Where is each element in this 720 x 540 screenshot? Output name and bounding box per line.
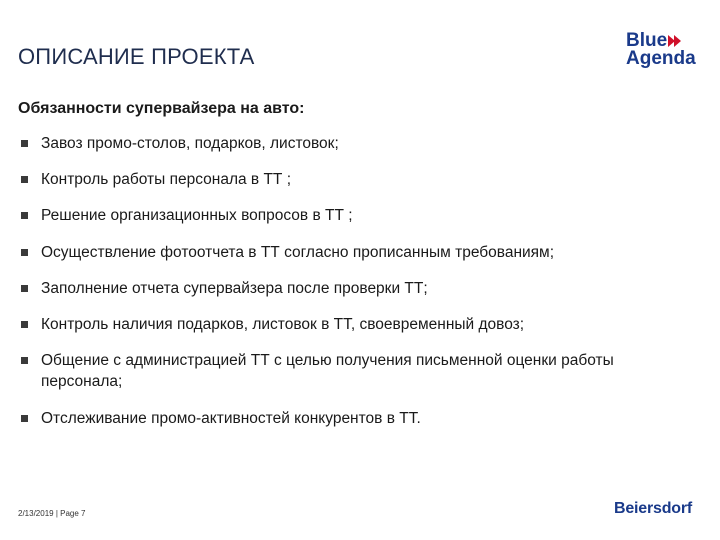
list-item-text: Осуществление фотоотчета в ТТ согласно прописанным требованиям; xyxy=(41,244,555,261)
logo-text-blue: Blue xyxy=(626,30,668,51)
square-bullet-icon xyxy=(21,212,28,219)
list-item-text: Завоз промо-столов, подарков, листовок; xyxy=(41,135,339,152)
list-item-text: Решение организационных вопросов в ТТ ; xyxy=(41,207,353,224)
square-bullet-icon xyxy=(21,140,28,147)
square-bullet-icon xyxy=(21,285,28,292)
list-item-text: Общение с администрацией ТТ с целью получения письменной оценки работы персонала; xyxy=(41,352,614,390)
list-item xyxy=(18,205,698,226)
square-bullet-icon xyxy=(21,357,28,364)
list-item xyxy=(18,314,698,335)
square-bullet-icon xyxy=(21,321,28,328)
page-title: ОПИСАНИЕ ПРОЕКТА xyxy=(18,44,255,69)
list-item-text: Контроль наличия подарков, листовок в ТТ, своевременный довоз; xyxy=(41,316,525,333)
list-item xyxy=(18,278,698,299)
square-bullet-icon xyxy=(21,249,28,256)
list-item xyxy=(18,408,698,429)
double-arrow-icon xyxy=(669,35,681,47)
list-item-text: Заполнение отчета супервайзера после проверки ТТ; xyxy=(41,280,428,297)
list-item xyxy=(18,242,698,263)
beiersdorf-logo: Beiersdorf xyxy=(614,500,693,517)
footer-date-page: 2/13/2019 | Page 7 xyxy=(18,509,86,518)
blue-agenda-logo xyxy=(626,32,706,70)
square-bullet-icon xyxy=(21,176,28,183)
logo-text-agenda: Agenda xyxy=(626,48,696,69)
section-subtitle: Обязанности супервайзера на авто: xyxy=(18,100,305,117)
list-item-text: Отслеживание промо-активностей конкурентов в ТТ. xyxy=(41,410,421,427)
duties-list xyxy=(18,133,698,429)
list-item xyxy=(18,350,698,392)
list-item xyxy=(18,133,698,154)
square-bullet-icon xyxy=(21,415,28,422)
list-item-text: Контроль работы персонала в ТТ ; xyxy=(41,171,291,188)
list-item xyxy=(18,169,698,190)
